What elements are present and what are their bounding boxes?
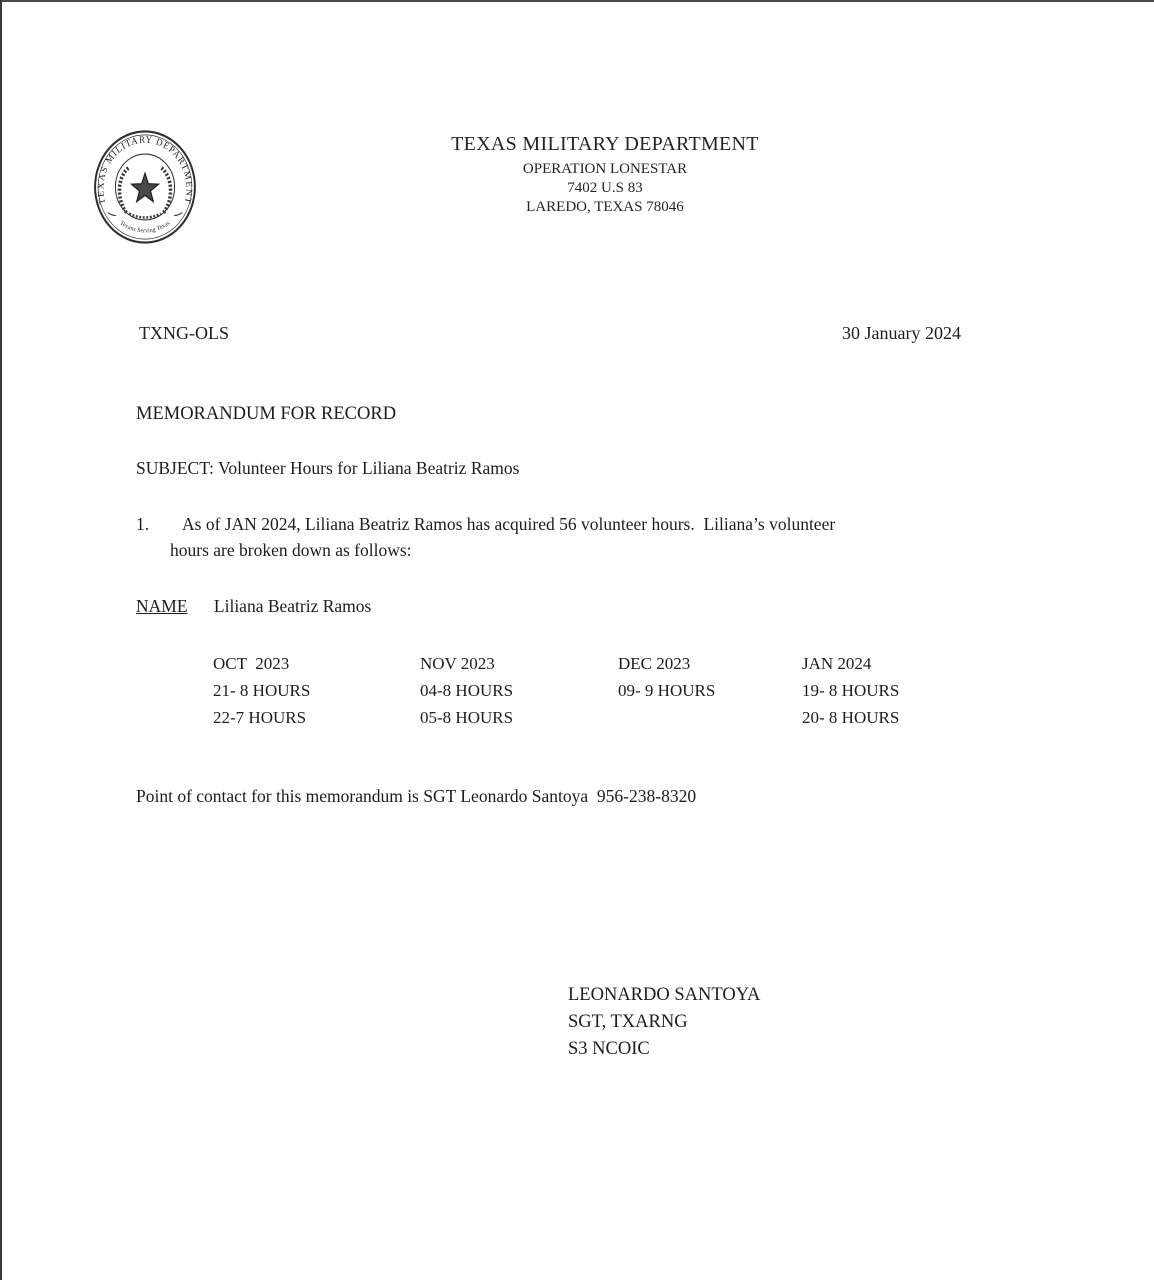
seal-right-dash bbox=[174, 213, 182, 216]
seal-wreath-left bbox=[119, 167, 129, 212]
seal-wreath-bottom bbox=[129, 214, 161, 218]
office-symbol: TXNG-OLS bbox=[139, 323, 229, 343]
name-value: Liliana Beatriz Ramos bbox=[213, 596, 372, 616]
paragraph-1 bbox=[136, 511, 1036, 563]
letterhead bbox=[355, 132, 855, 217]
signature-rank-branch: SGT, TXARNG bbox=[568, 1012, 688, 1032]
signature-title: S3 NCOIC bbox=[568, 1039, 650, 1059]
address-line-2: LAREDO, TEXAS 78046 bbox=[526, 199, 684, 215]
hours-column-dec-2023 bbox=[618, 650, 715, 704]
hours-entry: 04-8 HOURS bbox=[420, 681, 514, 700]
name-label: NAME bbox=[136, 596, 188, 616]
signature-block bbox=[568, 982, 760, 1063]
hours-column-nov-2023 bbox=[420, 650, 513, 731]
seal-star-icon bbox=[132, 173, 159, 201]
paragraph-line-2: hours are broken down as follows: bbox=[170, 540, 412, 560]
address-line-1: 7402 U.S 83 bbox=[567, 180, 643, 196]
hours-entry: 22-7 HOURS bbox=[213, 708, 307, 727]
org-name: TEXAS MILITARY DEPARTMENT bbox=[451, 133, 759, 155]
subject-line: SUBJECT: Volunteer Hours for Liliana Beatriz Ramos bbox=[136, 458, 520, 478]
svg-text:Texans Serving Texas bbox=[119, 220, 172, 235]
column-header: DEC 2023 bbox=[618, 654, 691, 673]
hours-column-jan-2024 bbox=[802, 650, 899, 731]
hours-entry: 05-8 HOURS bbox=[420, 708, 514, 727]
seal-left-dash bbox=[108, 213, 116, 216]
scan-border-top bbox=[0, 0, 1154, 2]
seal-wreath-right bbox=[161, 167, 171, 212]
reference-line bbox=[139, 323, 961, 344]
scan-border-left bbox=[0, 0, 2, 1280]
hours-entry: 19- 8 HOURS bbox=[802, 681, 900, 700]
hours-entry: 21- 8 HOURS bbox=[213, 681, 311, 700]
name-line bbox=[136, 596, 371, 617]
hours-column-oct-2023 bbox=[213, 650, 310, 731]
memo-date: 30 January 2024 bbox=[842, 323, 961, 343]
column-header: NOV 2023 bbox=[420, 654, 495, 673]
seal-banner-text: Texans Serving Texas bbox=[118, 220, 172, 235]
operation-name: OPERATION LONESTAR bbox=[522, 161, 688, 177]
hours-entry: 20- 8 HOURS bbox=[802, 708, 900, 727]
paragraph-text bbox=[170, 511, 835, 563]
memo-title: MEMORANDUM FOR RECORD bbox=[136, 404, 397, 424]
signature-name: LEONARDO SANTOYA bbox=[568, 985, 761, 1005]
point-of-contact-line: Point of contact for this memorandum is SGT Leonardo Santoya 956-238-8320 bbox=[136, 786, 697, 806]
column-header: OCT 2023 bbox=[213, 654, 290, 673]
seal-ring-text: TEXAS MILITARY DEPARTMENT bbox=[96, 135, 194, 206]
paragraph-line-1: As of JAN 2024, Liliana Beatriz Ramos has acquired 56 volunteer hours. Liliana’s volunteer bbox=[182, 514, 836, 534]
texas-military-department-seal-icon bbox=[92, 128, 198, 246]
paragraph-number: 1. bbox=[136, 514, 150, 534]
hours-entry: 09- 9 HOURS bbox=[618, 681, 716, 700]
column-header: JAN 2024 bbox=[802, 654, 872, 673]
